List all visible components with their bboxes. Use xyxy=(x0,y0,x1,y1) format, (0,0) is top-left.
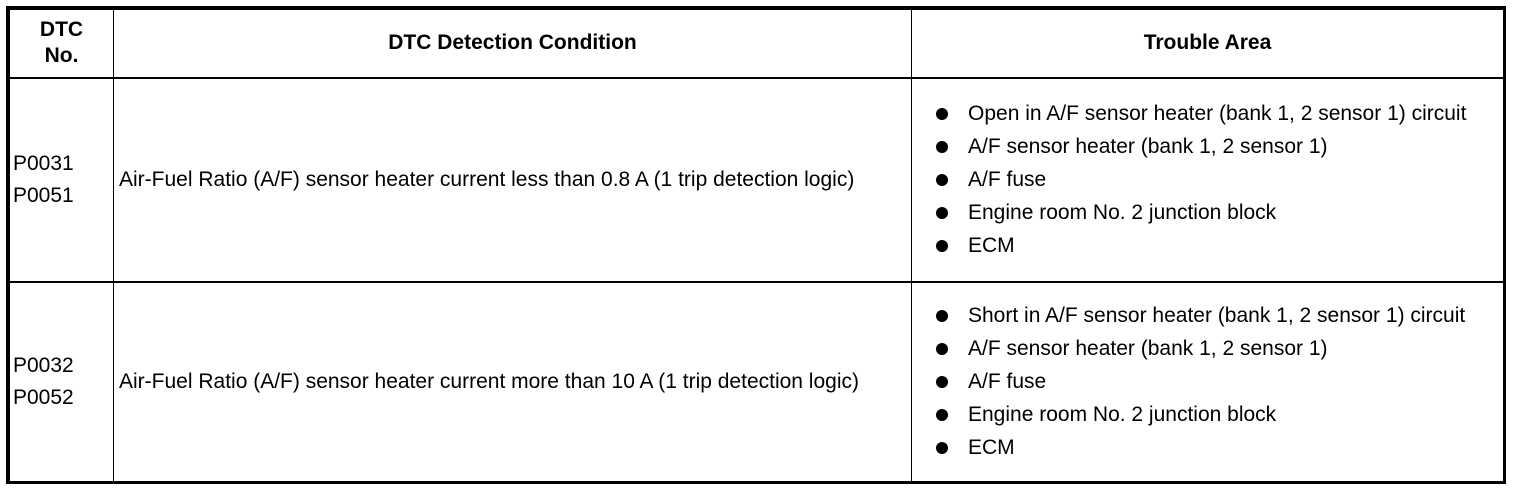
trouble-area-text: A/F fuse xyxy=(968,370,1047,394)
list-item xyxy=(936,97,1495,130)
list-item xyxy=(936,196,1495,229)
list-item xyxy=(936,130,1495,163)
bullet-icon xyxy=(936,240,948,252)
bullet-icon xyxy=(936,310,948,322)
trouble-area-text: A/F fuse xyxy=(968,168,1047,191)
trouble-area-cell xyxy=(912,282,1504,482)
trouble-area-text: ECM xyxy=(968,234,1015,257)
list-item xyxy=(936,299,1495,332)
list-item xyxy=(936,163,1495,196)
table-header-row xyxy=(10,10,1504,78)
list-item xyxy=(936,365,1495,398)
trouble-area-text: ECM xyxy=(968,436,1015,460)
dtc-code: P0051 xyxy=(13,183,74,207)
bullet-icon xyxy=(936,343,948,355)
trouble-area-text: Short in A/F sensor heater (bank 1, 2 sensor 1) circuit xyxy=(968,304,1466,328)
dtc-code: P0031 xyxy=(13,151,74,175)
bullet-icon xyxy=(936,174,948,186)
dtc-table xyxy=(6,6,1506,484)
bullet-icon xyxy=(936,207,948,219)
trouble-area-text: A/F sensor heater (bank 1, 2 sensor 1) xyxy=(968,135,1328,158)
header-trouble-area: Trouble Area xyxy=(912,10,1504,78)
table-row xyxy=(10,78,1504,282)
bullet-icon xyxy=(936,442,948,454)
list-item xyxy=(936,229,1495,262)
trouble-area-cell xyxy=(912,78,1504,282)
trouble-area-text: Open in A/F sensor heater (bank 1, 2 sensor 1) circuit xyxy=(968,102,1467,125)
trouble-area-text: A/F sensor heater (bank 1, 2 sensor 1) xyxy=(968,337,1328,361)
table-row xyxy=(10,282,1504,482)
dtc-cell xyxy=(10,282,114,482)
bullet-icon xyxy=(936,108,948,120)
bullet-icon xyxy=(936,141,948,153)
dtc-cell xyxy=(10,78,114,282)
dtc-code: P0052 xyxy=(13,385,74,409)
header-dtc-no xyxy=(10,10,114,78)
header-detection-condition: DTC Detection Condition xyxy=(114,10,912,78)
list-item xyxy=(936,431,1495,464)
dtc-code: P0032 xyxy=(13,353,74,377)
list-item xyxy=(936,398,1495,431)
trouble-area-list xyxy=(936,97,1495,262)
trouble-area-text: Engine room No. 2 junction block xyxy=(968,201,1277,224)
bullet-icon xyxy=(936,409,948,421)
list-item xyxy=(936,332,1495,365)
trouble-area-text: Engine room No. 2 junction block xyxy=(968,403,1277,427)
detection-condition-cell: Air-Fuel Ratio (A/F) sensor heater current less than 0.8 A (1 trip detection logic) xyxy=(114,78,912,282)
detection-condition-cell: Air-Fuel Ratio (A/F) sensor heater current more than 10 A (1 trip detection logic) xyxy=(114,282,912,482)
bullet-icon xyxy=(936,376,948,388)
trouble-area-list xyxy=(936,299,1495,464)
header-dtc-no-label: DTC No. xyxy=(39,18,84,68)
